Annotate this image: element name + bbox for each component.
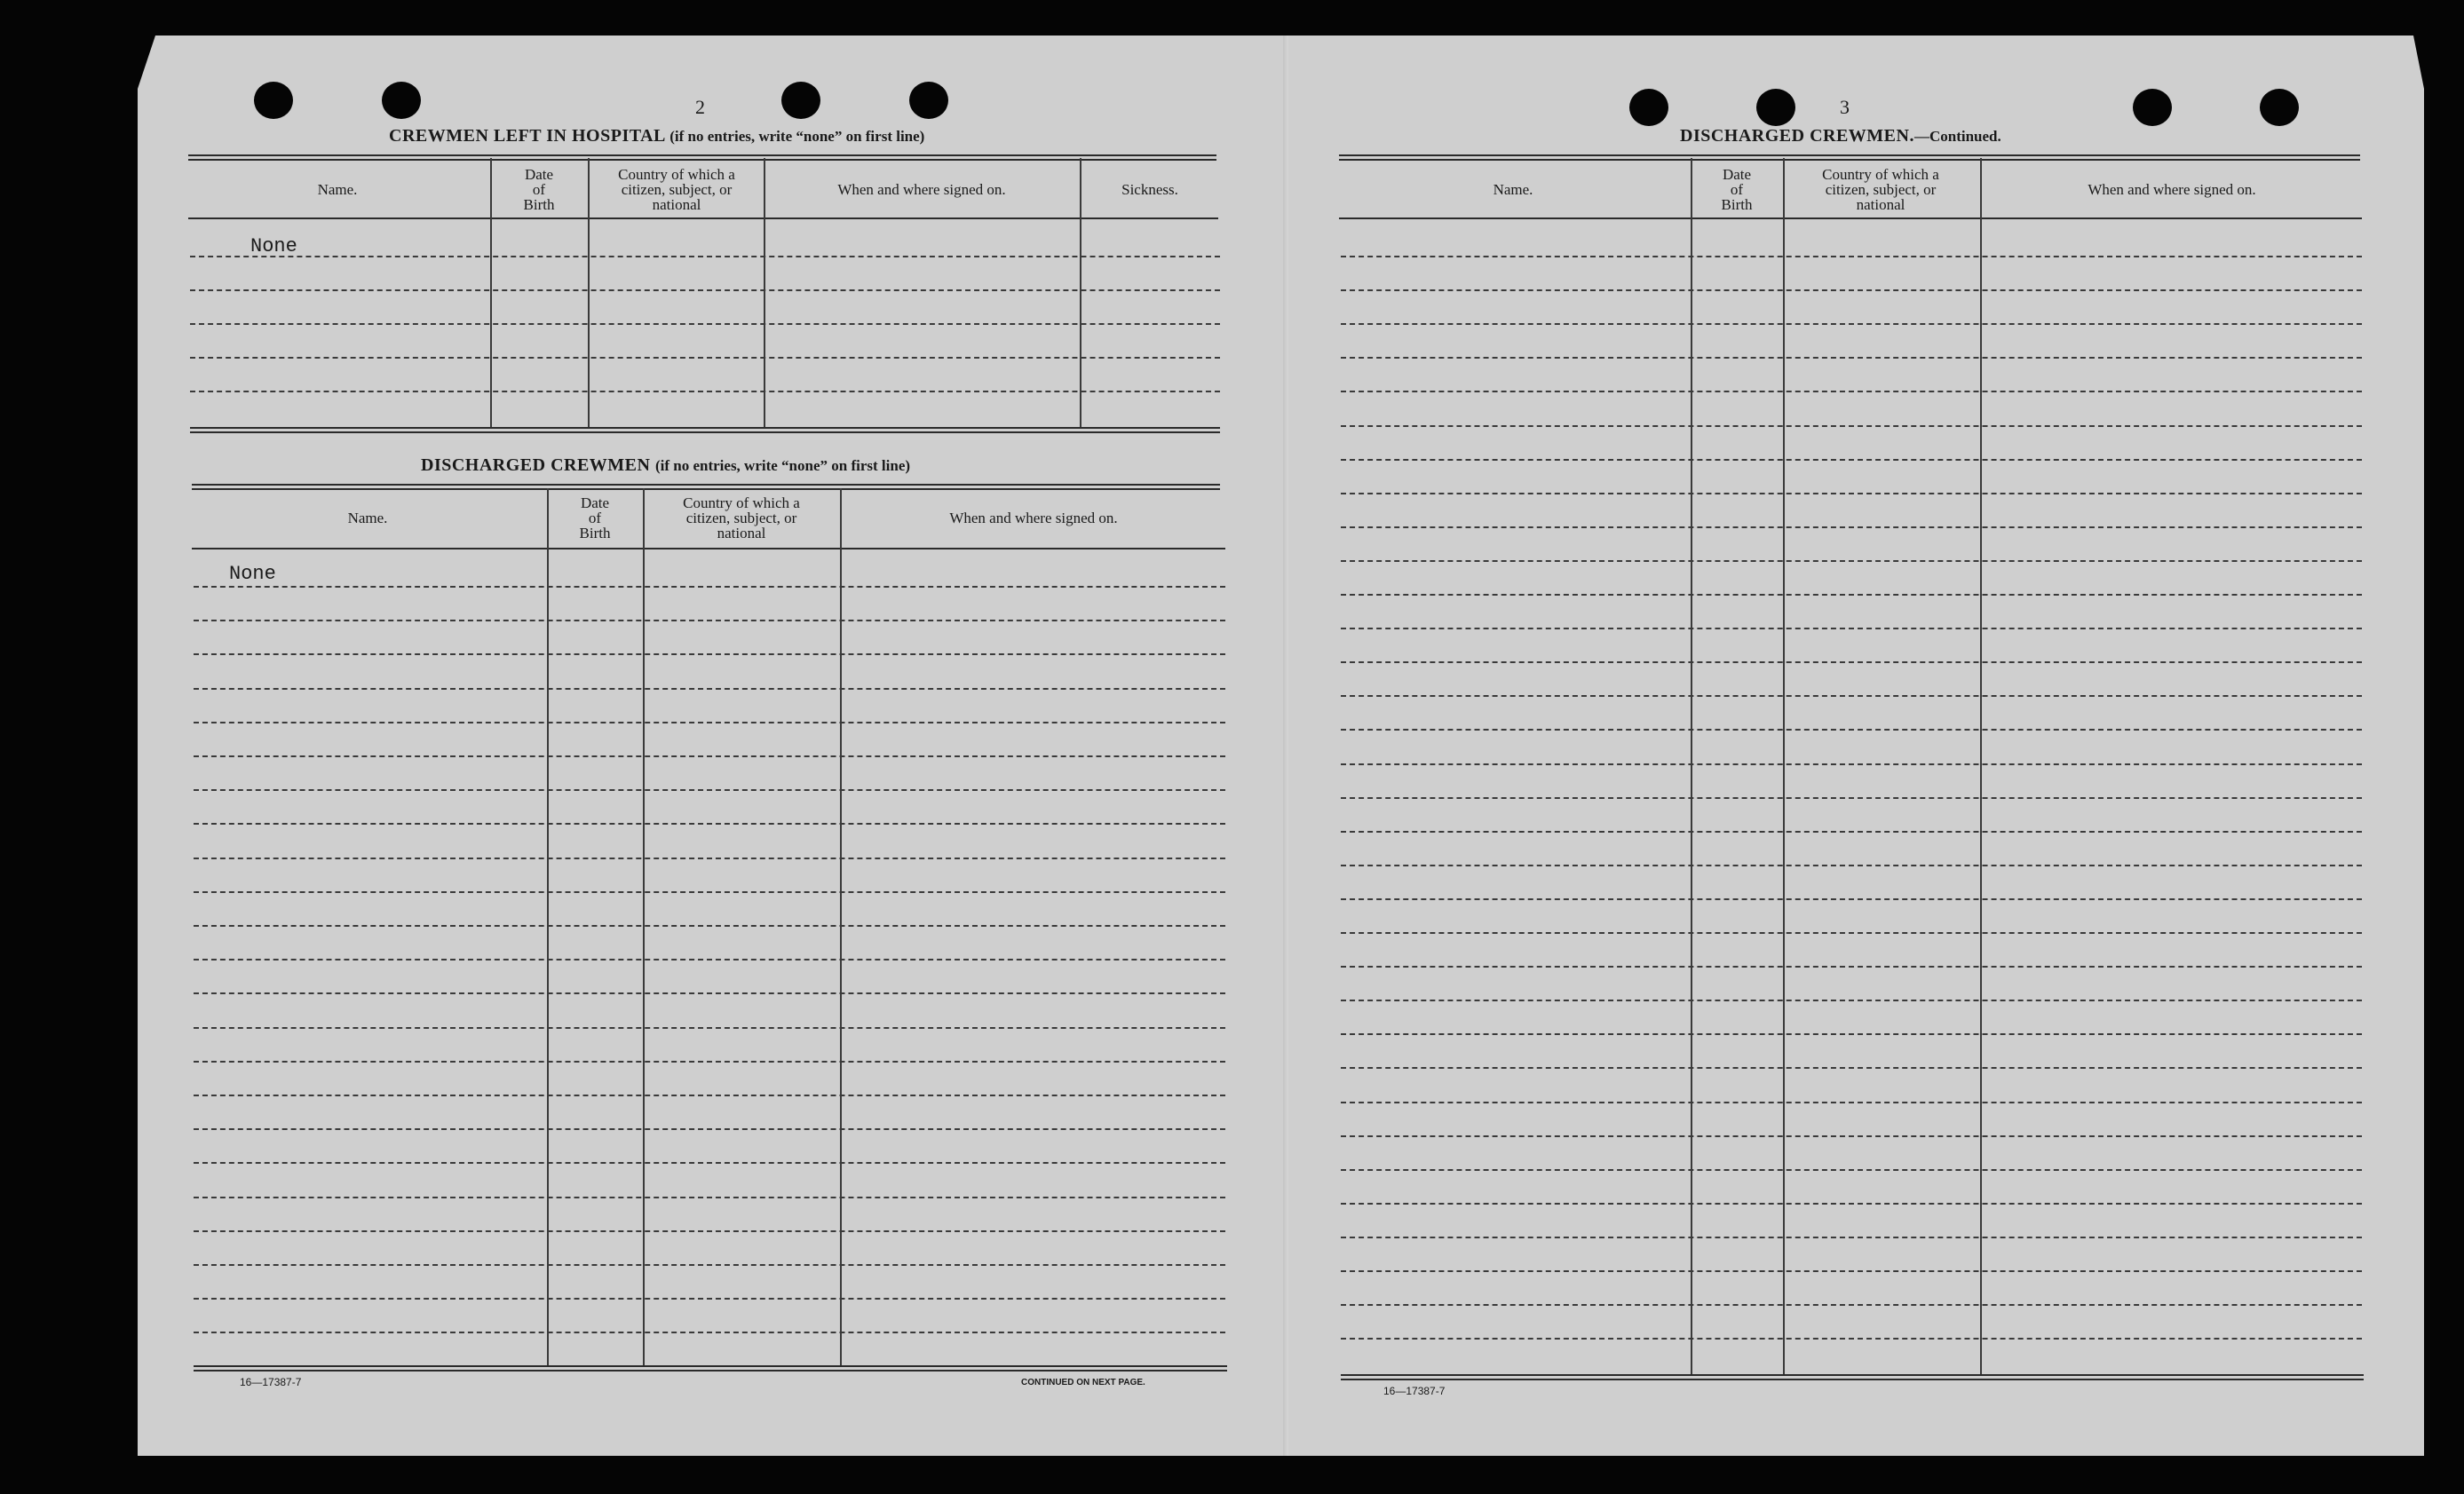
punch-hole	[909, 82, 948, 119]
ruled-line	[194, 755, 1225, 757]
right-divider	[1783, 158, 1785, 1376]
punch-hole	[2133, 89, 2172, 126]
ruled-line	[194, 959, 1225, 960]
ruled-line	[1341, 763, 2362, 765]
discharged-header-rule	[192, 548, 1225, 549]
ruled-line	[1341, 391, 2362, 392]
torn-corner	[138, 36, 155, 89]
ruled-line	[1341, 797, 2362, 799]
ruled-line	[1341, 493, 2362, 494]
hospital-col-signed: When and where signed on.	[837, 181, 1006, 198]
ruled-line	[1341, 661, 2362, 663]
ruled-line	[1341, 695, 2362, 697]
ruled-line	[1341, 323, 2362, 325]
discharged-col-signed: When and where signed on.	[949, 510, 1118, 526]
ruled-line	[1341, 425, 2362, 427]
right-col-dob: Date of Birth	[1721, 166, 1753, 213]
ruled-line	[1341, 357, 2362, 359]
ruled-line	[1341, 256, 2362, 257]
ruled-line	[190, 256, 1220, 257]
discharged-first-entry: None	[229, 563, 276, 585]
right-title-suffix: —Continued.	[1913, 128, 2001, 145]
hospital-first-entry: None	[250, 235, 297, 257]
hospital-title: CREWMEN LEFT IN HOSPITAL	[389, 126, 665, 146]
hospital-divider	[764, 158, 765, 429]
ruled-line	[1341, 1000, 2362, 1001]
right-header-rule	[1339, 217, 2362, 219]
ruled-line	[194, 789, 1225, 791]
ruled-line	[1341, 898, 2362, 900]
right-bottom-rule	[1341, 1374, 2364, 1380]
ruled-line	[1341, 1237, 2362, 1238]
ruled-line	[1341, 1169, 2362, 1171]
hospital-divider	[588, 158, 590, 429]
ruled-line	[1341, 289, 2362, 291]
ruled-line	[190, 391, 1220, 392]
right-divider	[1980, 158, 1982, 1376]
ruled-line	[190, 323, 1220, 325]
ruled-line	[194, 1230, 1225, 1232]
right-section-title	[1680, 126, 2001, 146]
punch-hole	[1629, 89, 1668, 126]
ruled-line	[1341, 1270, 2362, 1272]
torn-corner-right	[2413, 36, 2424, 89]
ruled-line	[1341, 729, 2362, 731]
punch-hole	[781, 82, 820, 119]
ruled-line	[1341, 831, 2362, 833]
ruled-line	[194, 653, 1225, 655]
ruled-line	[1341, 526, 2362, 528]
ruled-line	[194, 992, 1225, 994]
ruled-line	[1341, 1067, 2362, 1069]
right-top-rule	[1339, 154, 2360, 161]
punch-hole	[254, 82, 293, 119]
discharged-top-rule	[192, 484, 1220, 490]
ruled-line	[194, 620, 1225, 621]
hospital-bottom-rule	[190, 427, 1220, 433]
continued-note: CONTINUED ON NEXT PAGE.	[1021, 1378, 1145, 1387]
discharged-title: DISCHARGED CREWMEN	[421, 455, 651, 475]
ruled-line	[194, 1197, 1225, 1198]
ruled-line	[194, 1128, 1225, 1130]
hospital-section-title	[389, 126, 924, 146]
discharged-col-country: Country of which a citizen, subject, or national	[683, 494, 800, 541]
hospital-col-name: Name.	[317, 181, 358, 198]
ruled-line	[1341, 594, 2362, 596]
page-fold	[1283, 36, 1288, 1456]
ruled-line	[194, 1264, 1225, 1266]
ruled-line	[194, 1332, 1225, 1333]
hospital-col-sickness: Sickness.	[1121, 181, 1178, 198]
discharged-note: (if no entries, write “none” on first line)	[654, 457, 911, 474]
ruled-line	[194, 688, 1225, 690]
discharged-col-dob: Date of Birth	[579, 494, 611, 541]
right-col-name: Name.	[1493, 181, 1533, 198]
form-number-right: 16—17387-7	[1383, 1385, 1446, 1397]
ruled-line	[194, 1027, 1225, 1029]
hospital-col-country: Country of which a citizen, subject, or national	[618, 166, 735, 213]
ruled-line	[194, 823, 1225, 825]
ruled-line	[194, 586, 1225, 588]
page-number-left: 2	[695, 96, 705, 118]
ruled-line	[194, 1162, 1225, 1164]
punch-hole	[2260, 89, 2299, 126]
discharged-col-name: Name.	[347, 510, 388, 526]
ruled-line	[194, 1298, 1225, 1300]
ruled-line	[1341, 628, 2362, 629]
discharged-bottom-rule	[194, 1365, 1227, 1371]
ruled-line	[1341, 1033, 2362, 1035]
document-sheet	[138, 36, 2424, 1456]
right-col-country: Country of which a citizen, subject, or national	[1822, 166, 1939, 213]
hospital-col-dob: Date of Birth	[523, 166, 555, 213]
hospital-divider	[490, 158, 492, 429]
ruled-line	[194, 1095, 1225, 1096]
punch-hole	[382, 82, 421, 119]
ruled-line	[1341, 1102, 2362, 1103]
hospital-top-rule	[188, 154, 1216, 161]
ruled-line	[1341, 865, 2362, 866]
right-col-signed: When and where signed on.	[2088, 181, 2256, 198]
page-number-right: 3	[1840, 96, 1850, 118]
ruled-line	[190, 289, 1220, 291]
ruled-line	[194, 891, 1225, 893]
hospital-note: (if no entries, write “none” on first line)	[669, 128, 925, 145]
hospital-header-rule	[188, 217, 1218, 219]
punch-hole	[1756, 89, 1795, 126]
ruled-line	[194, 925, 1225, 927]
ruled-line	[1341, 1338, 2362, 1340]
right-title: DISCHARGED CREWMEN.	[1680, 126, 1914, 146]
ruled-line	[190, 357, 1220, 359]
right-divider	[1691, 158, 1692, 1376]
ruled-line	[1341, 932, 2362, 934]
ruled-line	[1341, 560, 2362, 562]
ruled-line	[1341, 459, 2362, 461]
ruled-line	[194, 858, 1225, 859]
ruled-line	[1341, 1304, 2362, 1306]
ruled-line	[194, 1061, 1225, 1063]
ruled-line	[1341, 1135, 2362, 1137]
discharged-section-title	[421, 455, 910, 476]
hospital-divider	[1080, 158, 1081, 429]
form-number-left: 16—17387-7	[240, 1376, 302, 1388]
ruled-line	[1341, 966, 2362, 968]
ruled-line	[194, 722, 1225, 723]
ruled-line	[1341, 1203, 2362, 1205]
